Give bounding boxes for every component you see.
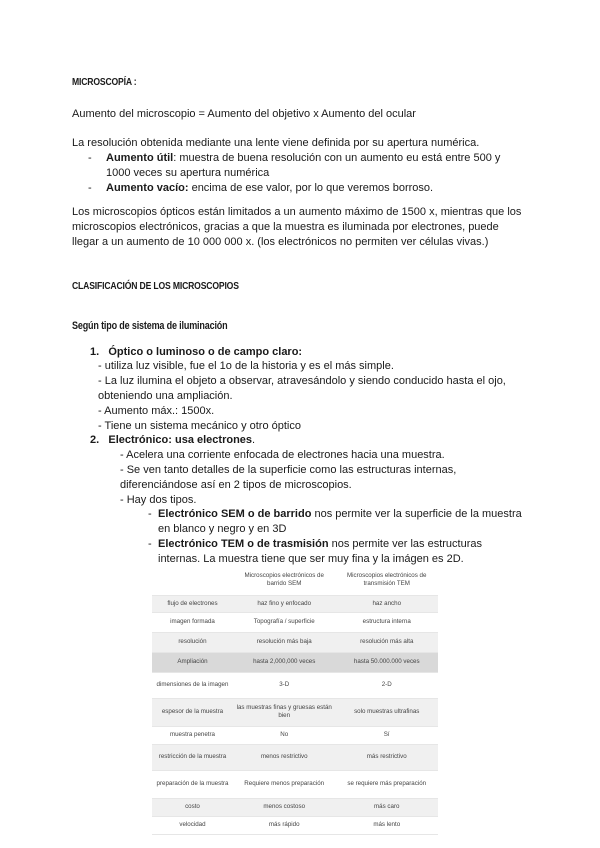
sub-bold: Electrónico TEM o de trasmisión bbox=[158, 538, 329, 550]
item-1-line: - La luz ilumina el objeto a observar, atravesándolo y siendo conducido hasta el ojo, bbox=[98, 375, 506, 387]
table-row bbox=[152, 816, 438, 834]
bullet-text: encima de ese valor, por lo que veremos borroso. bbox=[188, 182, 434, 194]
item-title: Óptico o luminoso o de campo claro: bbox=[108, 346, 303, 358]
table-row bbox=[152, 612, 438, 632]
item-title: Electrónico: usa electrones bbox=[108, 434, 253, 446]
table-cell: más restrictivo bbox=[335, 744, 438, 770]
table-cell: No bbox=[233, 726, 336, 744]
table-cell: costo bbox=[152, 798, 233, 816]
table-cell: hasta 2,000,000 veces bbox=[233, 652, 336, 672]
table-row bbox=[152, 798, 438, 816]
resolution-intro: La resolución obtenida mediante una lente viene definida por su apertura numérica. bbox=[72, 137, 480, 149]
sub-bold: Electrónico SEM o de barrido bbox=[158, 508, 312, 520]
table-cell: preparación de la muestra bbox=[152, 770, 233, 798]
bullet-continuation: 1000 veces su apertura numérica bbox=[106, 167, 270, 179]
item-2-line: - Se ven tanto detalles de la superficie como las estructuras internas, bbox=[120, 464, 457, 476]
table-header-cell: Microscopios electrónicos de barrido SEM bbox=[233, 565, 336, 595]
optics-line-3: llegar a un aumento de 10 000 000 x. (los electrónicos no permiten ver células vivas.) bbox=[72, 236, 489, 248]
item-2-heading bbox=[90, 432, 255, 448]
table-row bbox=[152, 698, 438, 726]
item-2-line: - Acelera una corriente enfocada de electrones hacia una muestra. bbox=[120, 449, 445, 461]
table-cell: hasta 50.000.000 veces bbox=[335, 652, 438, 672]
sub-item-tem bbox=[148, 536, 482, 552]
table-cell: más lento bbox=[335, 816, 438, 834]
sub-text: nos permite ver la superficie de la muestra bbox=[311, 508, 522, 520]
table-cell: Topografía / superficie bbox=[233, 612, 336, 632]
table-cell: velocidad bbox=[152, 816, 233, 834]
section-title: CLASIFICACIÓN DE LOS MICROSCOPIOS bbox=[72, 280, 239, 292]
sub-text: nos permite ver las estructuras bbox=[328, 538, 482, 550]
item-number: 1. bbox=[90, 346, 100, 358]
comparison-table bbox=[152, 565, 438, 835]
bullet-bold: Aumento útil bbox=[106, 152, 174, 164]
item-1-line: obteniendo una ampliación. bbox=[98, 390, 233, 402]
table-cell: restricción de la muestra bbox=[152, 744, 233, 770]
sub-item-continuation: internas. La muestra tiene que ser muy fina y la imágen es 2D. bbox=[158, 553, 464, 565]
item-2-line: diferenciándose así en 2 tipos de microscopios. bbox=[120, 479, 352, 491]
table-cell: resolución más alta bbox=[335, 632, 438, 652]
table-row bbox=[152, 726, 438, 744]
optics-line-2: microscopios electrónicos, gracias a que la muestra es iluminada por electrones, puede bbox=[72, 221, 499, 233]
table-cell: resolución más baja bbox=[233, 632, 336, 652]
table-row bbox=[152, 744, 438, 770]
page-title: MICROSCOPÍA : bbox=[72, 76, 137, 88]
bullet-text: : muestra de buena resolución con un aumento eu está entre 500 y bbox=[173, 152, 501, 164]
subsection-title: Según tipo de sistema de iluminación bbox=[72, 320, 228, 332]
optics-line-1: Los microscopios ópticos están limitados a un aumento máximo de 1500 x, mientras que los bbox=[72, 206, 522, 218]
dash: - bbox=[88, 152, 92, 164]
table-cell: flujo de electrones bbox=[152, 595, 233, 612]
table-cell: espesor de la muestra bbox=[152, 698, 233, 726]
table-cell: resolución bbox=[152, 632, 233, 652]
table-row bbox=[152, 652, 438, 672]
table-cell: menos costoso bbox=[233, 798, 336, 816]
table-cell: haz fino y enfocado bbox=[233, 595, 336, 612]
table-row bbox=[152, 672, 438, 698]
item-2-line: - Hay dos tipos. bbox=[120, 494, 197, 506]
dash: - bbox=[88, 182, 92, 194]
item-title-tail: . bbox=[252, 434, 256, 446]
formula-text: Aumento del microscopio = Aumento del objetivo x Aumento del ocular bbox=[72, 108, 416, 120]
table-cell: dimensiones de la imagen bbox=[152, 672, 233, 698]
table-cell: Requiere menos preparación bbox=[233, 770, 336, 798]
table-cell: las muestras finas y gruesas están bien bbox=[233, 698, 336, 726]
table-cell: más caro bbox=[335, 798, 438, 816]
table-cell: haz ancho bbox=[335, 595, 438, 612]
table-header-cell bbox=[152, 565, 233, 595]
item-1-line: - Tiene un sistema mecánico y otro óptico bbox=[98, 420, 301, 432]
table-cell: más rápido bbox=[233, 816, 336, 834]
table-cell: imagen formada bbox=[152, 612, 233, 632]
table-row bbox=[152, 770, 438, 798]
table-cell: estructura interna bbox=[335, 612, 438, 632]
sub-item-continuation: en blanco y negro y en 3D bbox=[158, 523, 287, 535]
table-cell: 2-D bbox=[335, 672, 438, 698]
item-number: 2. bbox=[90, 434, 100, 446]
dash: - bbox=[148, 538, 152, 550]
table-cell: 3-D bbox=[233, 672, 336, 698]
bullet-aumento-util bbox=[88, 150, 500, 166]
table-cell: se requiere más preparación bbox=[335, 770, 438, 798]
table-cell: muestra penetra bbox=[152, 726, 233, 744]
item-1-line: - utiliza luz visible, fue el 1o de la historia y es el más simple. bbox=[98, 360, 394, 372]
table-cell: Sí bbox=[335, 726, 438, 744]
table-header-cell: Microscopios electrónicos de transmisión TEM bbox=[335, 565, 438, 595]
table-row bbox=[152, 595, 438, 612]
table-row bbox=[152, 632, 438, 652]
sub-item-sem bbox=[148, 506, 522, 522]
table-cell: menos restrictivo bbox=[233, 744, 336, 770]
table-cell: Ampliación bbox=[152, 652, 233, 672]
item-1-line: - Aumento máx.: 1500x. bbox=[98, 405, 215, 417]
bullet-aumento-vacio bbox=[88, 180, 433, 196]
table-header-row bbox=[152, 565, 438, 595]
table-cell: solo muestras ultrafinas bbox=[335, 698, 438, 726]
bullet-bold: Aumento vacío: bbox=[106, 182, 189, 194]
dash: - bbox=[148, 508, 152, 520]
